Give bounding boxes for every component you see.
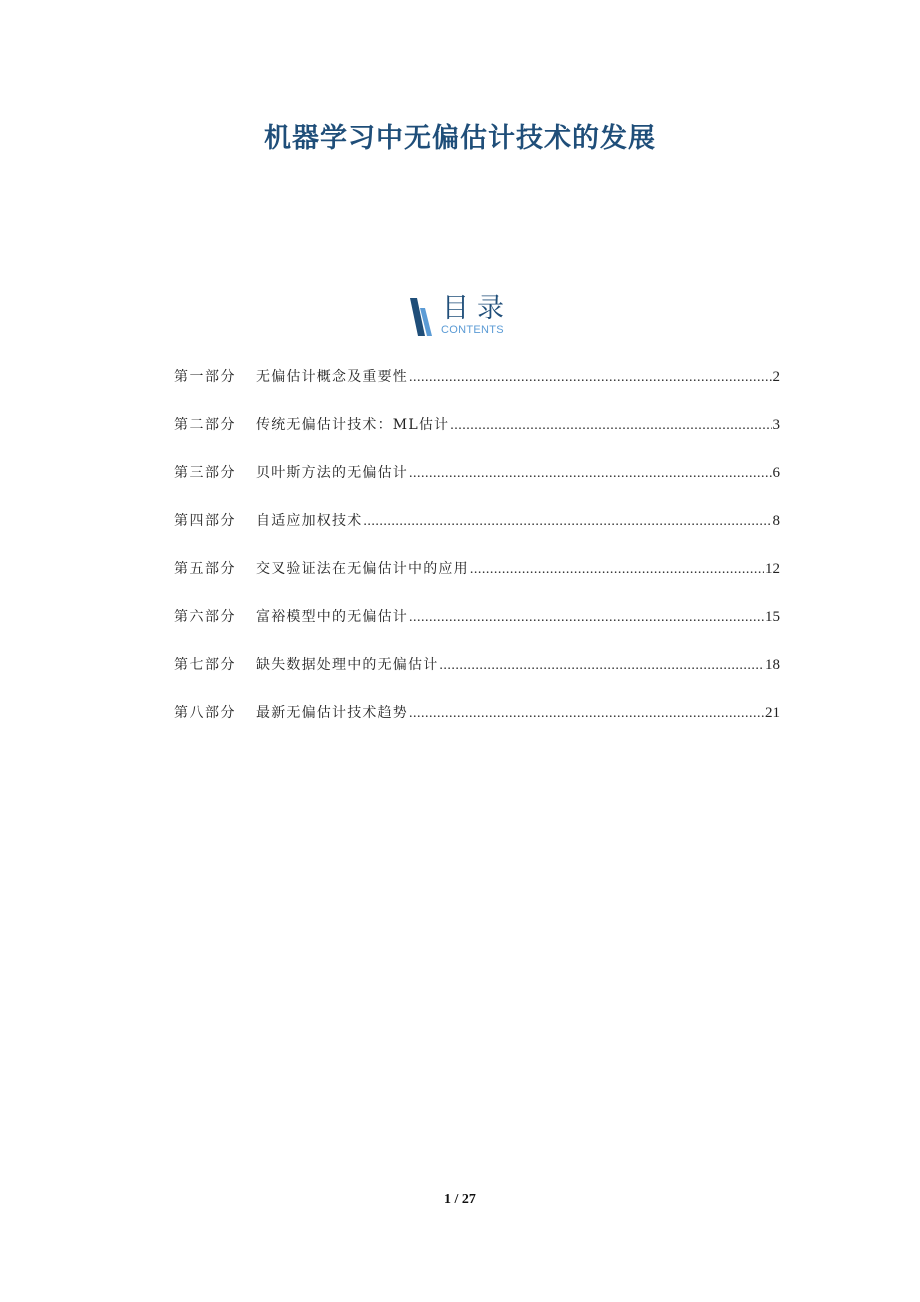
toc-entry-page: 12 (765, 561, 780, 577)
toc-entry-part-label: 第二部分 (174, 417, 236, 433)
toc-entry-part-label: 第四部分 (174, 513, 236, 529)
toc-entry-title: 富裕模型中的无偏估计 (256, 609, 408, 625)
toc-dot-leader (409, 370, 772, 386)
toc-entry-page: 6 (772, 465, 780, 481)
page-number: 1 / 27 (444, 1192, 476, 1207)
toc-entry-page: 8 (772, 513, 780, 529)
toc-entry-page: 3 (772, 417, 780, 433)
toc-entry-part-2[interactable] (174, 414, 780, 462)
toc-entry-part-7[interactable] (174, 654, 780, 702)
toc-entry-page: 18 (765, 657, 780, 673)
toc-dot-leader (363, 514, 771, 530)
toc-entry-title: 交叉验证法在无偏估计中的应用 (256, 561, 469, 577)
toc-entry-part-label: 第一部分 (174, 369, 236, 385)
toc-entry-part-label: 第七部分 (174, 657, 236, 673)
toc-entry-part-3[interactable] (174, 462, 780, 510)
toc-dot-leader (409, 706, 764, 722)
toc-entry-page: 15 (765, 609, 780, 625)
toc-dot-leader (409, 466, 772, 482)
toc-entry-part-4[interactable] (174, 510, 780, 558)
toc-dot-leader (439, 658, 764, 674)
toc-logo-icon (408, 296, 436, 338)
toc-entry-title: 缺失数据处理中的无偏估计 (256, 657, 439, 673)
toc-entry-title: 传统无偏估计技术：ML估计 (256, 417, 450, 433)
toc-heading: 目录 (442, 293, 512, 324)
toc-entry-title: 无偏估计概念及重要性 (256, 369, 408, 385)
toc-dot-leader (409, 610, 764, 626)
toc-entry-part-label: 第八部分 (174, 705, 236, 721)
toc-entry-part-label: 第三部分 (174, 465, 236, 481)
toc-entry-title: 最新无偏估计技术趋势 (256, 705, 408, 721)
toc-header (402, 292, 542, 342)
toc-entry-page: 21 (765, 705, 780, 721)
toc-entry-part-8[interactable] (174, 702, 780, 750)
toc-dot-leader (470, 562, 764, 578)
toc-entry-part-1[interactable] (174, 366, 780, 414)
toc-entry-page: 2 (772, 369, 780, 385)
toc-entry-part-label: 第六部分 (174, 609, 236, 625)
toc-entry-title: 自适应加权技术 (256, 513, 363, 529)
toc-entry-part-5[interactable] (174, 558, 780, 606)
document-title: 机器学习中无偏估计技术的发展 (264, 123, 656, 154)
toc-dot-leader (450, 418, 771, 434)
toc-subheading: CONTENTS (441, 324, 504, 336)
toc-entry-part-label: 第五部分 (174, 561, 236, 577)
table-of-contents (174, 366, 780, 750)
toc-entry-part-6[interactable] (174, 606, 780, 654)
toc-entry-title: 贝叶斯方法的无偏估计 (256, 465, 408, 481)
